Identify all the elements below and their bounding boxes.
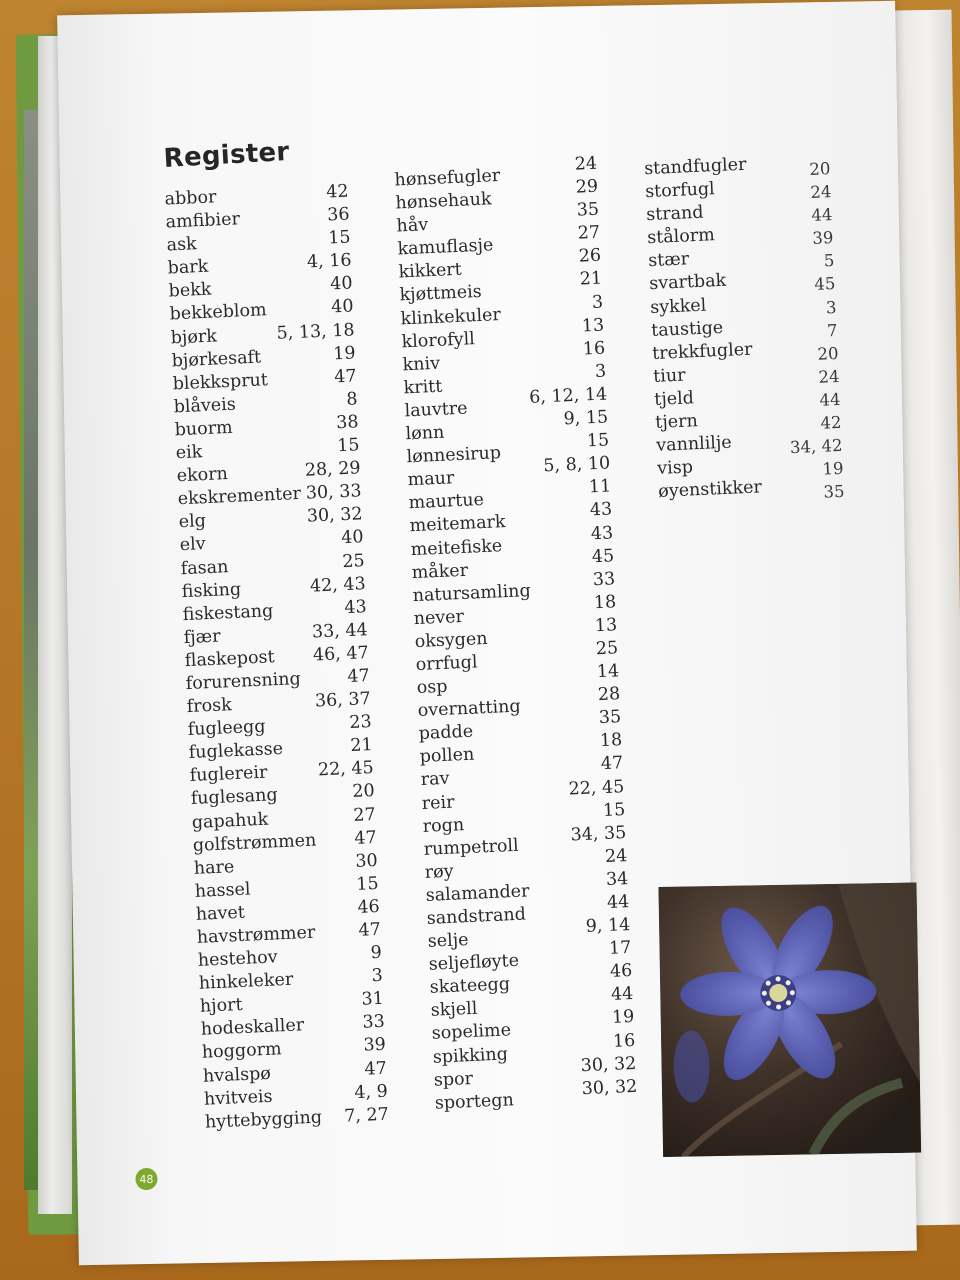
index-term: hvitveis	[203, 1086, 273, 1110]
index-page-refs: 13	[581, 315, 605, 337]
index-term: fugleegg	[187, 716, 266, 741]
index-term: hassel	[194, 879, 251, 902]
index-page-refs: 28, 29	[304, 458, 362, 481]
index-term: bjørkesaft	[171, 347, 262, 372]
index-page-refs: 33	[592, 568, 616, 590]
index-term: taustige	[650, 317, 724, 341]
index-page-refs: 17	[608, 938, 632, 960]
index-term: skjell	[430, 999, 478, 1022]
index-page-refs: 27	[353, 804, 377, 826]
index-page-refs: 15	[327, 227, 351, 249]
index-term: standfugler	[643, 154, 747, 180]
index-column-1	[164, 181, 389, 1135]
index-page-refs: 25	[595, 638, 619, 660]
index-page-refs: 47	[346, 666, 371, 687]
index-page-refs: 19	[332, 343, 356, 364]
index-page-refs: 47	[333, 366, 357, 388]
index-term: osp	[416, 676, 448, 699]
index-page-refs: 44	[606, 891, 630, 913]
index-term: abbor	[164, 187, 217, 210]
index-page-refs: 39	[812, 228, 834, 249]
index-page-refs: 35	[576, 199, 600, 221]
index-term: sportegn	[434, 1089, 515, 1114]
index-page-refs: 5, 13, 18	[276, 319, 355, 344]
index-page-refs: 44	[819, 389, 841, 410]
index-term: lauvtre	[404, 398, 468, 422]
index-page-refs: 8	[345, 389, 359, 410]
index-page-refs: 13	[594, 615, 618, 637]
index-page-refs: 16	[582, 338, 606, 360]
index-page-refs: 38	[335, 412, 360, 434]
index-term: tjern	[654, 411, 699, 433]
index-page-refs: 9, 15	[563, 407, 609, 430]
index-page-refs: 40	[329, 273, 353, 295]
index-term: flaskepost	[184, 647, 275, 671]
flower-photo	[658, 883, 921, 1157]
index-term: reir	[421, 792, 455, 814]
index-term: håv	[396, 215, 429, 237]
index-term: ekskrementer	[177, 484, 302, 510]
index-term: overnatting	[417, 696, 522, 722]
index-page-refs: 31	[361, 989, 385, 1011]
index-term: hvalspø	[202, 1063, 272, 1087]
index-page-refs: 36	[326, 204, 350, 226]
index-term: hinkeleker	[198, 969, 294, 994]
index-term: hyttebygging	[204, 1107, 323, 1133]
index-term: pollen	[419, 744, 475, 768]
index-page-refs: 16	[612, 1030, 636, 1052]
index-page-refs: 40	[330, 296, 354, 318]
index-term: fiskestang	[182, 600, 274, 625]
index-term: havet	[195, 902, 246, 925]
index-page-refs: 15	[336, 435, 361, 457]
index-page-refs: 24	[574, 153, 598, 175]
index-term: hønsefugler	[394, 165, 501, 191]
index-page-refs: 9	[370, 942, 383, 964]
index-page-refs: 5	[823, 251, 835, 271]
index-page-refs: 42	[820, 412, 842, 433]
index-term: stær	[647, 249, 690, 272]
index-page-refs: 35	[598, 707, 622, 729]
index-term: kniv	[402, 353, 441, 376]
index-column-3	[644, 149, 845, 503]
index-page-refs: 45	[591, 545, 615, 567]
index-term: vannlilje	[655, 432, 733, 457]
index-page-refs: 3	[591, 292, 604, 313]
index-term: buorm	[174, 417, 234, 441]
index-page-refs: 44	[811, 205, 833, 226]
index-page-refs: 46	[609, 961, 633, 983]
index-page-refs: 25	[341, 550, 366, 572]
page-title: Register	[162, 136, 291, 174]
index-term: orrfugl	[415, 652, 478, 676]
index-term: salamander	[425, 881, 530, 906]
index-page-refs: 30, 33	[305, 481, 363, 504]
index-page-refs: 34, 42	[789, 435, 843, 458]
index-term: padde	[418, 721, 474, 745]
index-term: rogn	[422, 814, 465, 837]
index-term: never	[413, 606, 465, 629]
index-term: forurensning	[185, 669, 302, 695]
index-term: fuglereir	[189, 762, 268, 787]
index-term: meitefiske	[410, 535, 503, 560]
index-term: fuglesang	[190, 785, 279, 810]
index-page-refs: 27	[577, 222, 601, 244]
cover-photo-strip	[24, 110, 38, 1190]
index-term: eik	[175, 442, 203, 464]
index-term: seljefløyte	[428, 951, 520, 975]
index-term: havstrømmer	[196, 922, 316, 948]
index-page-refs: 20	[808, 159, 831, 179]
index-page-refs: 9, 14	[585, 915, 631, 937]
index-term: visp	[656, 457, 694, 480]
index-term: lønnesirup	[406, 443, 502, 468]
index-page-refs: 30, 32	[581, 1076, 638, 1099]
index-term: hodeskaller	[200, 1015, 305, 1041]
index-term: amfibier	[165, 209, 241, 233]
index-term: kikkert	[398, 260, 463, 283]
index-page-refs: 29	[575, 176, 599, 198]
index-term: hoggorm	[201, 1039, 283, 1064]
book-page	[57, 1, 917, 1265]
index-term: stålorm	[646, 225, 716, 249]
index-term: fisking	[181, 579, 242, 602]
index-term: fasan	[180, 556, 229, 579]
index-term: golfstrømmen	[192, 830, 317, 856]
index-page-refs: 33	[362, 1012, 386, 1034]
index-page-refs: 40	[340, 527, 365, 549]
index-term: lønn	[405, 422, 445, 445]
index-term: hare	[193, 856, 235, 879]
index-column-2	[394, 153, 638, 1114]
index-term: klinkekuler	[400, 304, 502, 329]
index-term: måker	[411, 560, 469, 583]
index-term: strand	[645, 202, 704, 226]
index-page-refs: 4, 16	[306, 250, 352, 273]
index-term: maurtue	[408, 490, 485, 514]
index-page-refs: 24	[604, 845, 628, 867]
index-page-refs: 7, 27	[343, 1104, 390, 1127]
index-page-refs: 19	[822, 459, 844, 479]
index-page-refs: 24	[810, 182, 832, 203]
blue-anemone-image	[658, 883, 921, 1157]
index-page-refs: 42	[325, 181, 349, 203]
index-page-refs: 22, 45	[568, 776, 625, 800]
index-page-refs: 24	[818, 366, 840, 387]
index-term: sandstrand	[426, 904, 527, 929]
index-page-refs: 34, 35	[570, 822, 627, 846]
index-page-refs: 3	[594, 361, 607, 382]
index-page-refs: 22, 45	[317, 758, 375, 781]
index-page-refs: 3	[825, 297, 837, 317]
index-page-refs: 15	[602, 799, 626, 821]
index-page-refs: 21	[579, 269, 603, 291]
index-term: blåveis	[173, 394, 237, 418]
index-page-refs: 43	[343, 596, 368, 618]
page-number-badge: 48	[135, 1168, 157, 1190]
index-term: bark	[167, 257, 209, 279]
index-term: blekksprut	[172, 369, 269, 395]
index-page-refs: 47	[364, 1058, 388, 1080]
index-page-refs: 46, 47	[312, 642, 370, 666]
index-page-refs: 36, 37	[314, 689, 372, 712]
index-term: frosk	[186, 695, 233, 718]
index-term: spor	[433, 1068, 474, 1091]
index-term: sykkel	[649, 295, 707, 318]
index-page-refs: 5, 8, 10	[542, 453, 611, 477]
index-page-refs: 30, 32	[580, 1053, 637, 1076]
index-page-refs: 14	[596, 661, 620, 683]
index-page-refs: 34	[605, 868, 629, 890]
index-term: fjær	[183, 626, 221, 648]
index-page-refs: 43	[589, 499, 613, 521]
index-term: spikking	[432, 1044, 509, 1068]
index-term: kjøttmeis	[399, 282, 483, 306]
index-page-refs: 21	[349, 735, 374, 757]
index-term: tjeld	[653, 388, 695, 410]
index-term: bjørk	[170, 325, 218, 348]
index-page-refs: 42, 43	[309, 573, 367, 597]
index-page-refs: 26	[578, 245, 602, 267]
index-page-refs: 30, 32	[306, 504, 364, 527]
index-term: selje	[427, 930, 469, 952]
index-page-refs: 6, 12, 14	[528, 384, 608, 408]
index-page-refs: 47	[358, 919, 382, 941]
index-term: øyenstikker	[657, 477, 763, 503]
index-term: kamuflasje	[397, 235, 494, 260]
index-term: meitemark	[409, 512, 506, 537]
index-page-refs: 35	[823, 482, 845, 502]
index-page-refs: 33, 44	[311, 619, 369, 643]
index-term: røy	[424, 861, 455, 883]
index-page-refs: 15	[356, 873, 380, 895]
index-page-refs: 23	[348, 712, 373, 734]
index-term: fuglekasse	[188, 739, 284, 764]
index-page-refs: 39	[363, 1035, 387, 1057]
index-term: rav	[420, 769, 450, 791]
index-term: hestehov	[197, 947, 278, 971]
index-term: bekkeblom	[169, 300, 268, 325]
index-page-refs: 47	[600, 753, 624, 775]
index-page-refs: 28	[597, 684, 621, 706]
index-term: elg	[178, 511, 207, 533]
index-term: maur	[407, 468, 455, 491]
index-term: hønsehauk	[395, 189, 492, 214]
index-page-refs: 30	[355, 850, 379, 872]
index-term: ask	[166, 234, 198, 256]
index-term: gapahuk	[191, 809, 269, 833]
index-page-refs: 43	[590, 522, 614, 544]
index-page-refs: 4, 9	[353, 1081, 389, 1103]
index-term: ekorn	[176, 464, 229, 487]
index-term: rumpetroll	[423, 835, 520, 860]
index-term: kritt	[403, 376, 443, 399]
index-term: svartbak	[648, 271, 727, 295]
index-page-refs: 45	[814, 274, 836, 295]
index-term: bekk	[168, 279, 212, 302]
index-term: natursamling	[412, 580, 532, 606]
index-term: oksygen	[414, 628, 488, 652]
index-page-refs: 20	[351, 781, 376, 803]
index-term: tiur	[652, 365, 686, 387]
index-page-refs: 18	[593, 592, 617, 614]
index-page-refs: 3	[371, 965, 384, 987]
index-page-refs: 11	[588, 476, 612, 498]
index-term: skateegg	[429, 974, 511, 999]
index-term: sopelime	[431, 1020, 512, 1045]
index-page-refs: 15	[586, 430, 610, 452]
index-term: klorofyll	[401, 328, 476, 353]
index-term: hjort	[199, 995, 243, 1018]
index-term: storfugl	[644, 179, 716, 203]
index-term: trekkfugler	[651, 339, 753, 364]
index-page-refs: 20	[817, 343, 839, 364]
index-page-refs: 18	[599, 730, 623, 752]
index-page-refs: 7	[826, 320, 838, 341]
index-page-refs: 44	[610, 984, 634, 1006]
index-term: elv	[179, 534, 207, 556]
index-page-refs: 47	[354, 827, 378, 849]
index-page-refs: 19	[611, 1007, 635, 1029]
index-page-refs: 46	[357, 896, 381, 918]
